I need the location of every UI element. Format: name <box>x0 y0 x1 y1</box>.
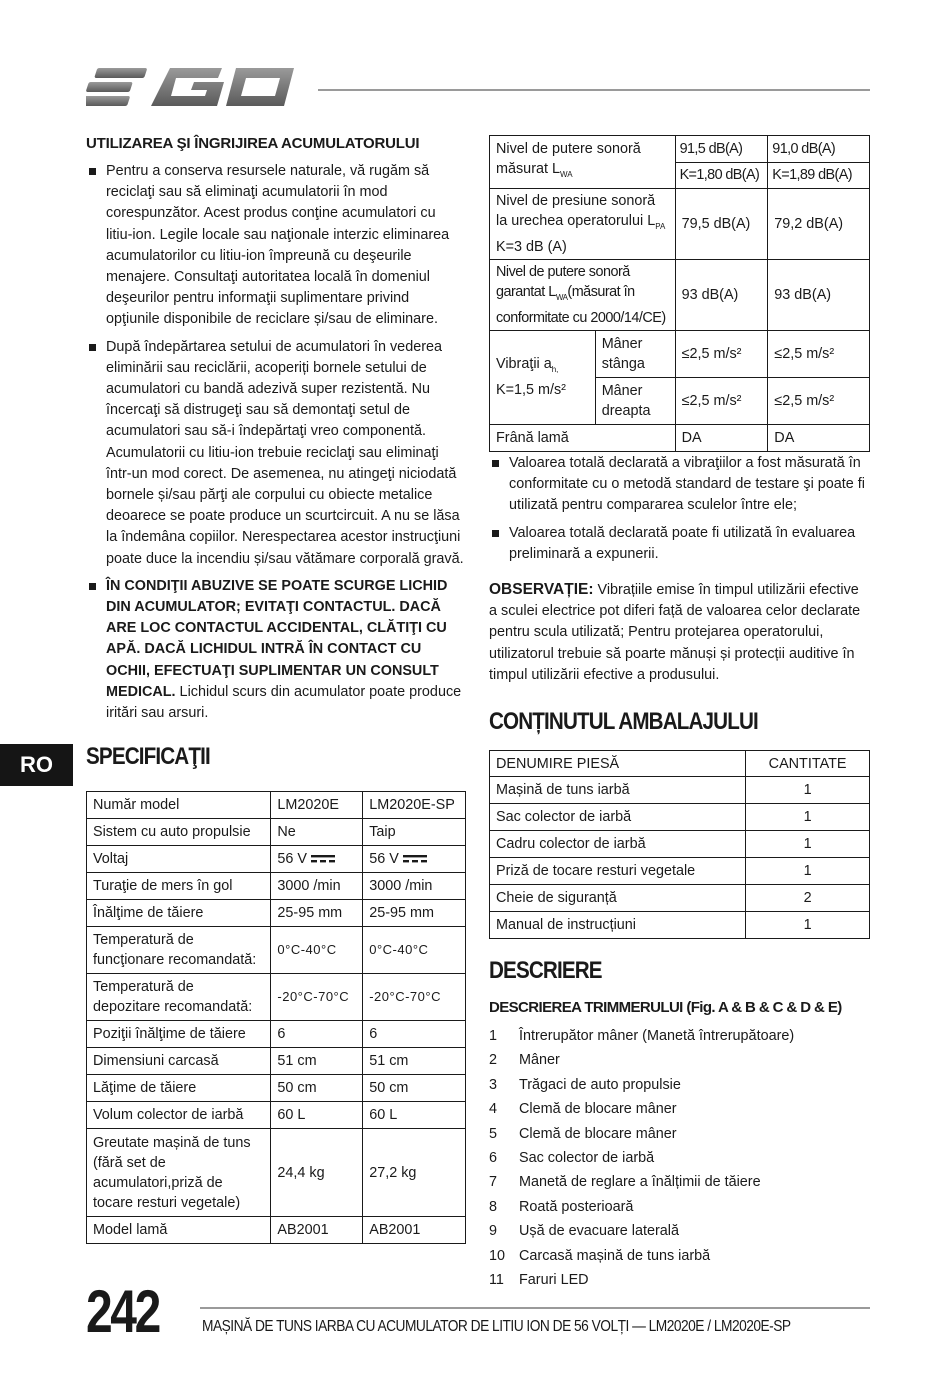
part-quantity: 1 <box>746 831 870 858</box>
item-number: 8 <box>489 1198 498 1215</box>
battery-heading: UTILIZAREA ŞI ÎNGRIJIREA ACUMULATORULUI <box>86 135 420 152</box>
spec-label <box>87 1021 271 1048</box>
spec-value-lm2020e-sp <box>363 974 466 1021</box>
spec-value-lm2020e-sp <box>363 1102 466 1129</box>
brake-label: Frână lamă <box>490 424 676 451</box>
noise-table <box>489 135 870 452</box>
description-heading: DESCRIERE <box>489 957 602 984</box>
spec-value-lm2020e <box>271 846 363 873</box>
spec-value-lm2020e <box>271 927 363 974</box>
battery-bullet-3 <box>86 576 464 724</box>
table-row <box>87 1129 466 1217</box>
item-number: 9 <box>489 1223 498 1240</box>
cell-text: LM2020E-SP <box>369 797 455 813</box>
dc-voltage-icon <box>399 851 428 867</box>
part-quantity: 1 <box>746 858 870 885</box>
cell-text: Temperatură de depozitare recomandată: <box>93 979 253 1015</box>
header-rule <box>318 89 870 91</box>
list-item <box>489 1122 870 1146</box>
warning-caps-text: ÎN CONDIŢII ABUZIVE SE POATE SCURGE LICHID DIN ACUMULATOR; EVITAŢI CONTACTUL. DACĂ ARE LOC CONTACTUL ACCIDENTAL, CLĂTIŢI CU APĂ. DACĂ LICHIDUL INTRĂ ÎN CONTACT CU OCHII, EFECTUAŢI SUPLIMENTAR UN CONSULT MEDICAL. <box>106 577 448 700</box>
noise-value: 93 dB(A) <box>675 259 768 330</box>
table-row <box>490 777 870 804</box>
noise-value: 91,0 dB(A) K=1,89 dB(A) <box>768 136 870 189</box>
spec-value-lm2020e-sp <box>363 1048 466 1075</box>
spec-value-lm2020e-sp <box>363 792 466 819</box>
spec-value-lm2020e <box>271 900 363 927</box>
vibration-notes-list <box>489 453 870 565</box>
battery-bullet-1 <box>86 161 464 331</box>
table-row <box>490 424 870 451</box>
table-row <box>87 792 466 819</box>
vibration-note: Valoarea totală declarată poate fi utilizată în evaluarea preliminară a expunerii. <box>489 523 870 565</box>
cell-text: Temperatură de funcţionare recomandată: <box>93 932 257 968</box>
list-item <box>489 1048 870 1072</box>
spec-value-lm2020e-sp <box>363 1217 466 1244</box>
cell-text: Poziţii înălţime de tăiere <box>93 1026 246 1042</box>
list-item <box>489 1024 870 1048</box>
vibration-value: ≤2,5 m/s² <box>675 330 768 377</box>
language-tab: RO <box>0 744 73 786</box>
list-item <box>489 1073 870 1097</box>
table-row <box>490 330 870 377</box>
brake-value: DA <box>675 424 768 451</box>
cell-text: 27,2 kg <box>369 1164 417 1181</box>
specs-table <box>86 791 466 1244</box>
cell-text: 51 cm <box>277 1053 317 1069</box>
item-number: 2 <box>489 1052 498 1069</box>
noise-value: 79,2 dB(A) <box>768 189 870 260</box>
table-row <box>87 974 466 1021</box>
cell-text: Voltaj <box>93 851 129 867</box>
spec-value-lm2020e <box>271 792 363 819</box>
spec-label <box>87 873 271 900</box>
table-row <box>87 900 466 927</box>
observation-label: OBSERVAȚIE: <box>489 581 594 598</box>
item-number: 3 <box>489 1076 498 1093</box>
noise-label: Nivel de putere sonoră măsurat $L_{WA}$ <box>490 136 676 189</box>
cell-text: Model lamă <box>93 1222 168 1238</box>
battery-section <box>86 135 464 730</box>
cell-text: 0°C-40°C <box>369 942 429 957</box>
table-row <box>87 846 466 873</box>
noise-value: 91,5 dB(A) K=1,80 dB(A) <box>675 136 768 189</box>
vibration-notes <box>489 453 870 571</box>
cell-text: Lăţime de tăiere <box>93 1080 197 1096</box>
vibration-left-handle: Mâner stânga <box>595 330 675 377</box>
vibration-right-handle: Mâner dreapta <box>595 377 675 424</box>
spec-label <box>87 792 271 819</box>
spec-value-lm2020e-sp <box>363 873 466 900</box>
table-row <box>87 1075 466 1102</box>
cell-text: 50 cm <box>369 1080 409 1096</box>
spec-value-lm2020e <box>271 819 363 846</box>
vibration-value: ≤2,5 m/s² <box>675 377 768 424</box>
table-row <box>490 858 870 885</box>
bullet-text: După îndepărtarea setului de acumulatori în vederea eliminării sau reciclării, acoperiți bornele setului de acumulatori cu bandă adezivă super rezistentă. Nu încercaţi să distrugeţi sau să demontaţi setul de acumulatori sau să-i îndepărtaţi vreo componentă. Acumulatorii cu litiu-ion trebuie reciclaţi sau eliminaţi într-un mod corect. De asemenea, nu atingeţi niciodată bornele și/sau părţi ale corpului cu obiecte metalice deoarece se poate produce un scurtcircuit. A nu se lăsa la îndemâna copiilor. Nerespectarea acestor instrucţiuni poate duce la incendiu și/sau vătămare corporală gravă. <box>106 338 464 567</box>
table-row <box>87 819 466 846</box>
noise-label: Nivel de presiune sonoră la urechea operatorului $L_{PA}$ K=3 dB (A) <box>490 189 676 260</box>
spec-label <box>87 846 271 873</box>
footer-rule <box>200 1307 870 1309</box>
brake-value: DA <box>768 424 870 451</box>
vibration-value: ≤2,5 m/s² <box>768 330 870 377</box>
item-text: Clemă de blocare mâner <box>519 1125 677 1142</box>
bullet-text: Lichidul scurs din acumulator poate produce iritări sau arsuri. <box>106 683 462 722</box>
list-item <box>489 1244 870 1268</box>
cell-text: Dimensiuni carcasă <box>93 1053 219 1069</box>
bullet-text: Pentru a conserva resursele naturale, vă rugăm să reciclaţi sau să eliminaţi acumulatorii în mod corespunzător. Acest produs conţine acumulatori cu litiu-ion. Legile locale sau naţionale interzic eliminarea acumulatorilor cu litiu-ion împreună cu deşeurile menajere. Consultaţi autoritatea locală în domeniul deşeurilor pentru informaţii suplimentare privind opţiunile disponibile de reciclare și/sau de eliminare. <box>106 163 450 328</box>
spec-value-lm2020e-sp <box>363 1075 466 1102</box>
cell-text: Turaţie de mers în gol <box>93 878 233 894</box>
part-quantity: 1 <box>746 777 870 804</box>
spec-value-lm2020e-sp <box>363 1129 466 1217</box>
cell-text: Ne <box>277 824 296 840</box>
description-subheading: DESCRIEREA TRIMMERULUI (Fig. A & B & C & D & E) <box>489 999 842 1016</box>
cell-text: 24,4 kg <box>277 1164 325 1181</box>
ego-logo <box>86 60 298 114</box>
table-row <box>490 189 870 260</box>
col-part-name: DENUMIRE PIESĂ <box>490 751 746 777</box>
item-text: Trăgaci de auto propulsie <box>519 1076 681 1093</box>
spec-value-lm2020e <box>271 1075 363 1102</box>
spec-value-lm2020e <box>271 873 363 900</box>
item-number: 5 <box>489 1125 498 1142</box>
spec-label <box>87 819 271 846</box>
table-row <box>490 885 870 912</box>
item-text: Carcasă mașină de tuns iarbă <box>519 1247 711 1264</box>
spec-value-lm2020e <box>271 1217 363 1244</box>
page-number: 242 <box>86 1278 159 1345</box>
noise-value: 79,5 dB(A) <box>675 189 768 260</box>
spec-label <box>87 974 271 1021</box>
dc-voltage-icon <box>307 851 336 867</box>
vibration-value: ≤2,5 m/s² <box>768 377 870 424</box>
cell-text: AB2001 <box>369 1222 421 1238</box>
item-text: Mâner <box>519 1052 560 1069</box>
cell-text: 60 L <box>277 1107 306 1123</box>
part-name: Priză de tocare resturi vegetale <box>490 858 746 885</box>
cell-text: 3000 /min <box>369 878 433 894</box>
spec-value-lm2020e <box>271 1021 363 1048</box>
table-row <box>87 1217 466 1244</box>
vibration-label: Vibraţii $a_{h,}$ K=1,5 m/s² <box>490 330 596 424</box>
list-item <box>489 1097 870 1121</box>
cell-text: AB2001 <box>277 1222 329 1238</box>
part-name: Cadru colector de iarbă <box>490 831 746 858</box>
list-item <box>489 1146 870 1170</box>
list-item <box>489 1170 870 1194</box>
cell-text: 51 cm <box>369 1053 409 1069</box>
cell-text: 25-95 mm <box>369 905 434 921</box>
table-row <box>87 1048 466 1075</box>
col-quantity: CANTITATE <box>746 751 870 777</box>
cell-text: 56 V <box>369 851 399 867</box>
item-text: Întrerupător mâner (Manetă întrerupătoare) <box>519 1028 795 1044</box>
table-row <box>87 1102 466 1129</box>
item-text: Manetă de reglare a înălțimii de tăiere <box>519 1174 761 1191</box>
item-number: 4 <box>489 1101 498 1118</box>
spec-label <box>87 900 271 927</box>
spec-label <box>87 1129 271 1217</box>
part-quantity: 1 <box>746 912 870 939</box>
table-row <box>490 804 870 831</box>
item-number: 1 <box>489 1028 498 1044</box>
cell-text: 56 V <box>277 851 307 867</box>
cell-text: Greutate mașină de tuns (fără set de acumulatori,priză de tocare resturi vegetale) <box>93 1134 251 1211</box>
spec-label <box>87 1075 271 1102</box>
battery-bullets <box>86 161 464 724</box>
cell-text: 25-95 mm <box>277 905 343 921</box>
package-table <box>489 750 870 939</box>
list-item <box>489 1268 870 1292</box>
part-name: Mașină de tuns iarbă <box>490 777 746 804</box>
cell-text: 50 cm <box>277 1080 317 1096</box>
cell-text: -20°C-70°C <box>277 989 350 1004</box>
footer-title: MAȘINĂ DE TUNS IARBA CU ACUMULATOR DE LITIU ION DE 56 VOLȚI — LM2020E / LM2020E-SP <box>202 1318 791 1335</box>
cell-text: Taip <box>369 824 396 840</box>
cell-text: 3000 /min <box>277 878 341 894</box>
cell-text: 6 <box>369 1026 378 1042</box>
spec-value-lm2020e-sp <box>363 819 466 846</box>
observation-text: Vibrațiile emise în timpul utilizării efective a sculei electrice pot diferi față de valoarea celor declarate pentru scula utilizată; Pentru protejarea operatorului, utilizatorul trebuie să poarte mănuși și protecții auditive în timpul utilizării efective a produsului. <box>489 582 861 683</box>
item-number: 6 <box>489 1149 498 1166</box>
spec-value-lm2020e-sp <box>363 1021 466 1048</box>
item-text: Clemă de blocare mâner <box>519 1101 677 1118</box>
spec-value-lm2020e <box>271 974 363 1021</box>
spec-label <box>87 1048 271 1075</box>
vibration-note: Valoarea totală declarată a vibraţiilor a fost măsurată în conformitate cu o metodă standard de testare şi poate fi utilizată pentru compararea sculelor între ele; <box>489 453 870 517</box>
list-item <box>489 1219 870 1243</box>
spec-label <box>87 927 271 974</box>
noise-value: 93 dB(A) <box>768 259 870 330</box>
table-row <box>490 831 870 858</box>
noise-label: Nivel de putere sonoră garantat $L_{WA}(măsurat$ în conformitate cu 2000/14/CE) <box>490 259 676 330</box>
specs-heading: SPECIFICAŢII <box>86 743 210 770</box>
spec-value-lm2020e-sp <box>363 927 466 974</box>
item-number: 10 <box>489 1247 506 1264</box>
observation <box>489 579 870 686</box>
table-row <box>87 927 466 974</box>
table-row <box>490 136 870 189</box>
cell-text: 0°C-40°C <box>277 942 337 957</box>
table-header-row <box>490 751 870 777</box>
package-heading: CONȚINUTUL AMBALAJULUI <box>489 708 758 735</box>
spec-value-lm2020e <box>271 1048 363 1075</box>
spec-label <box>87 1217 271 1244</box>
spec-label <box>87 1102 271 1129</box>
item-text: Ușă de evacuare laterală <box>519 1223 679 1240</box>
cell-text: LM2020E <box>277 797 339 813</box>
part-quantity: 1 <box>746 804 870 831</box>
table-row <box>490 912 870 939</box>
table-row <box>87 1021 466 1048</box>
list-item <box>489 1195 870 1219</box>
cell-text: 60 L <box>369 1107 398 1123</box>
cell-text: Sistem cu auto propulsie <box>93 824 251 840</box>
item-number: 7 <box>489 1174 498 1191</box>
spec-value-lm2020e-sp <box>363 846 466 873</box>
cell-text: 6 <box>277 1026 286 1042</box>
item-text: Faruri LED <box>519 1271 589 1288</box>
cell-text: -20°C-70°C <box>369 989 441 1004</box>
cell-text: Număr model <box>93 797 180 813</box>
table-row <box>87 873 466 900</box>
cell-text: Volum colector de iarbă <box>93 1107 244 1123</box>
item-text: Sac colector de iarbă <box>519 1149 655 1166</box>
table-row <box>490 259 870 330</box>
part-name: Cheie de siguranță <box>490 885 746 912</box>
item-text: Roată posterioară <box>519 1198 634 1215</box>
spec-value-lm2020e <box>271 1102 363 1129</box>
part-quantity: 2 <box>746 885 870 912</box>
item-number: 11 <box>489 1271 504 1288</box>
spec-value-lm2020e-sp <box>363 900 466 927</box>
part-name: Sac colector de iarbă <box>490 804 746 831</box>
battery-bullet-2 <box>86 337 464 570</box>
description-list <box>489 1024 870 1292</box>
cell-text: Înălţime de tăiere <box>93 905 204 921</box>
spec-value-lm2020e <box>271 1129 363 1217</box>
part-name: Manual de instrucțiuni <box>490 912 746 939</box>
